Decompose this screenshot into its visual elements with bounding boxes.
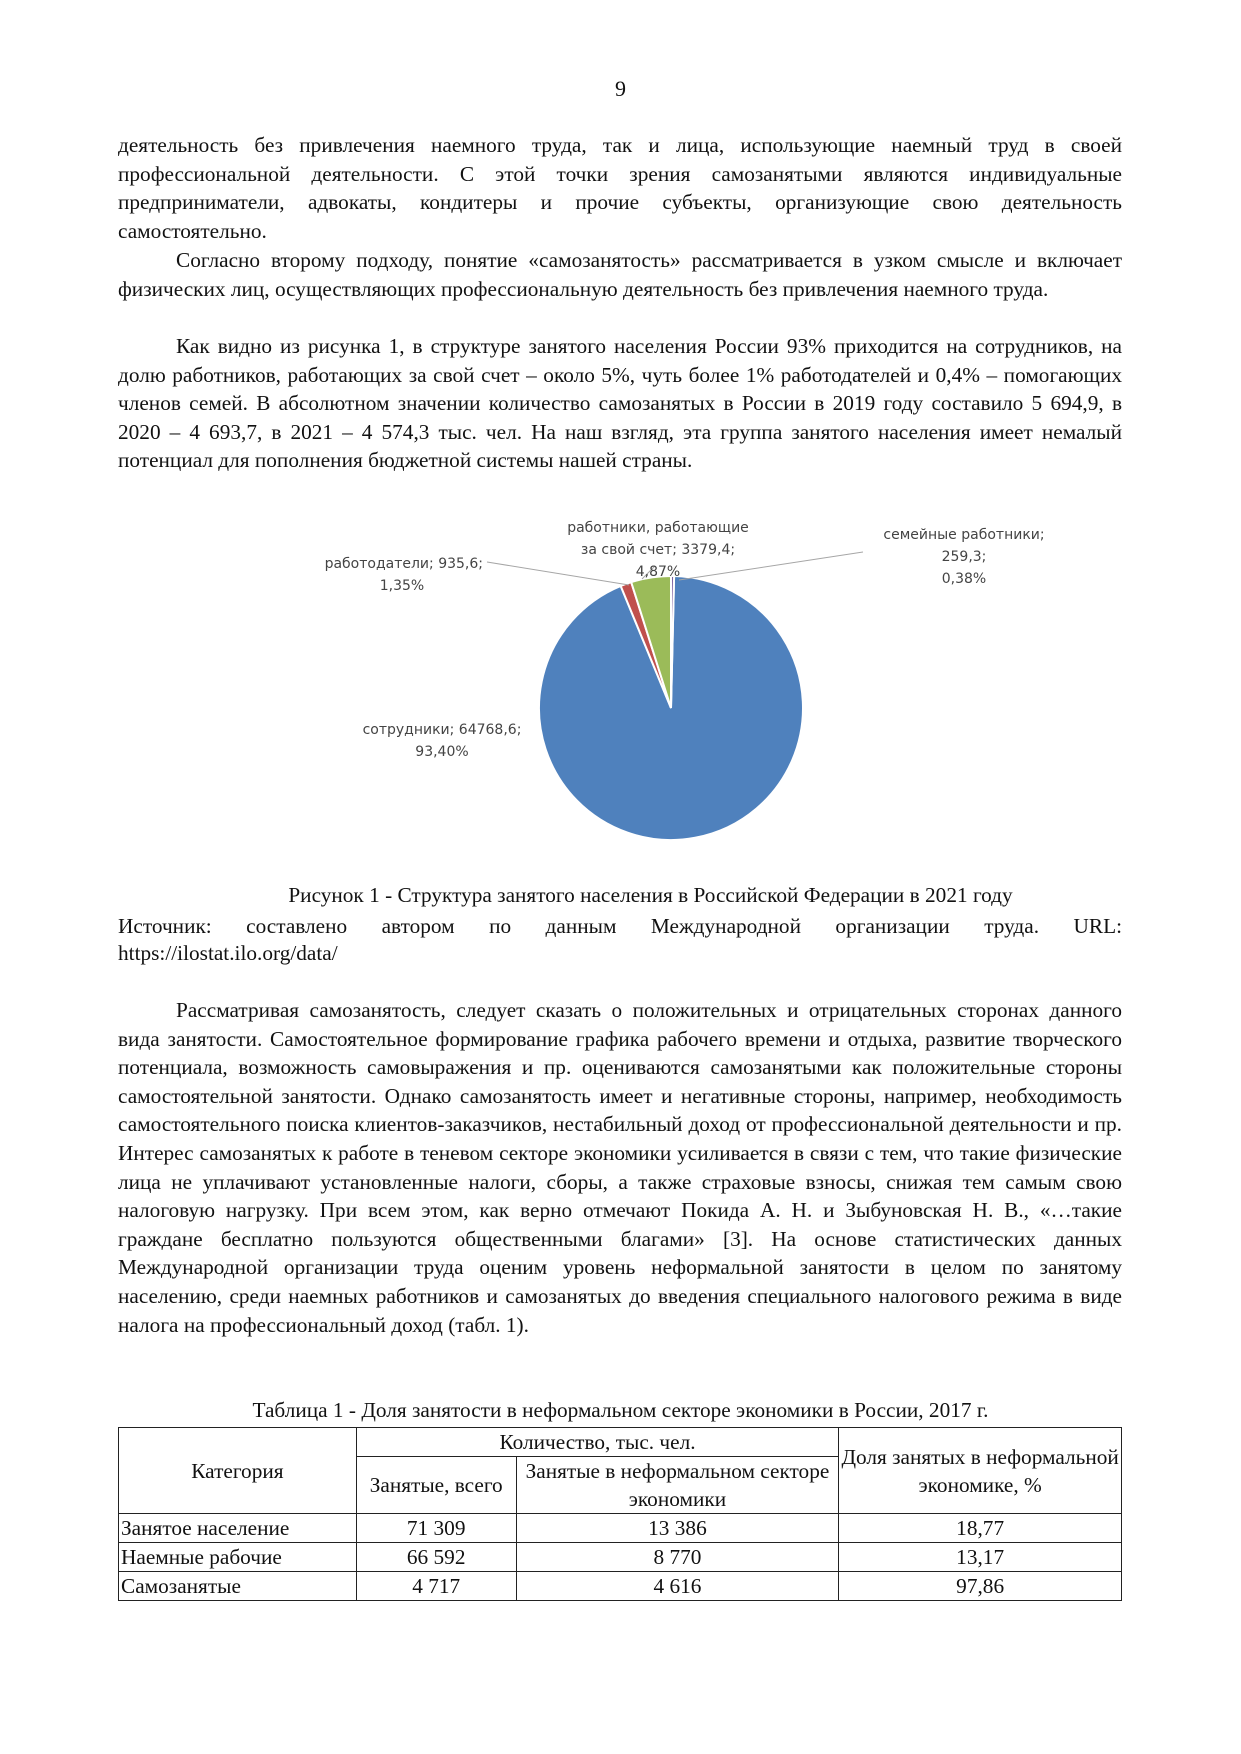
table-row — [119, 1572, 1122, 1601]
label-employees-line2: 93,40% — [415, 744, 469, 760]
table-row — [119, 1514, 1122, 1543]
paragraph-2: Согласно второму подходу, понятие «самозанятость» рассматривается в узком смысле и включает физических лиц, осуществляющих профессиональную деятельность без привлечения наемного труда. — [118, 248, 1122, 301]
cell-category: Самозанятые — [119, 1572, 357, 1601]
cell-informal: 8 770 — [516, 1543, 839, 1572]
figure-source-url: https://ilostat.ilo.org/data/ — [118, 941, 338, 965]
cell-total: 66 592 — [356, 1543, 516, 1572]
label-employees-line1: сотрудники; 64768,6; — [362, 722, 522, 738]
header-quantity: Количество, тыс. чел. — [356, 1428, 838, 1457]
label-family-line2: 259,3; — [941, 549, 987, 565]
table-header-row-1 — [119, 1428, 1122, 1457]
label-family-line1: семейные работники; — [883, 527, 1045, 543]
informal-employment-table — [118, 1427, 1122, 1601]
paragraph-4: Рассматривая самозанятость, следует сказать о положительных и отрицательных сторонах данного вида занятости. Самостоятельное формирование графика рабочего времени и отдыха, развитие творческого потенциала, возможность самовыражения и пр. оцениваются самозанятыми как положительные стороны самостоятельной занятости. Однако самозанятость имеет и негативные стороны, например, необходимость самостоятельного поиска клиентов-заказчиков, нестабильный доход от профессиональной деятельности и пр. Интерес самозанятых к работе в теневом секторе экономики усиливается в связи с тем, что такие физические лица не уплачивают установленные налоги, сборы, а также страховые взносы, снижая тем самым свою налоговую нагрузку. При всем этом, как верно отмечают Покида А. Н. и Зыбуновская Н. В., «…такие граждане бесплатно пользуются общественными благами» [3]. На основе статистических данных Международной организации труда оценим уровень неформальной занятости в целом по занятому населению, среди наемных работников и самозанятых до введения специального налогового режима в виде налога на профессиональный доход (табл. 1). — [118, 998, 1122, 1337]
header-employed-informal: Занятые в неформальном секторе экономики — [516, 1457, 839, 1514]
table-title: Таблица 1 - Доля занятости в неформальном секторе экономики в России, 2017 г. — [252, 1398, 989, 1422]
label-employers-line2: 1,35% — [379, 578, 425, 594]
cell-category: Занятое население — [119, 1514, 357, 1543]
cell-total: 4 717 — [356, 1572, 516, 1601]
label-employers-line1: работодатели; 935,6; — [324, 556, 483, 572]
leader-line-employers — [487, 562, 629, 585]
cell-informal: 4 616 — [516, 1572, 839, 1601]
page-number: 9 — [615, 76, 626, 101]
label-own-account-line3: 4,87% — [635, 564, 681, 580]
table-row — [119, 1543, 1122, 1572]
header-share: Доля занятых в неформальной экономике, % — [839, 1428, 1122, 1514]
pie-chart — [0, 515, 1241, 860]
cell-category: Наемные рабочие — [119, 1543, 357, 1572]
figure-source: Источник: составлено автором по данным Международной организации труда. URL: — [118, 914, 1122, 938]
cell-share: 97,86 — [839, 1572, 1122, 1601]
label-family-line3: 0,38% — [941, 571, 987, 587]
cell-total: 71 309 — [356, 1514, 516, 1543]
cell-informal: 13 386 — [516, 1514, 839, 1543]
paragraph-1: деятельность без привлечения наемного труда, так и лица, использующие наемный труд в своей профессиональной деятельности. С этой точки зрения самозанятыми являются индивидуальные предприниматели, адвокаты, кондитеры и прочие субъекты, организующие свою деятельность самостоятельно. — [118, 133, 1122, 243]
cell-share: 18,77 — [839, 1514, 1122, 1543]
header-category: Категория — [119, 1428, 357, 1514]
paragraph-3: Как видно из рисунка 1, в структуре занятого населения России 93% приходится на сотрудников, на долю работников, работающих за свой счет – около 5%, чуть более 1% работодателей и 0,4% – помогающих членов семей. В абсолютном значении количество самозанятых в России в 2019 году составило 5 694,9, в 2020 – 4 693,7, в 2021 – 4 574,3 тыс. чел. На наш взгляд, эта группа занятого населения имеет немалый потенциал для пополнения бюджетной системы нашей страны. — [118, 334, 1122, 473]
cell-share: 13,17 — [839, 1543, 1122, 1572]
label-own-account-line1: работники, работающие — [567, 520, 749, 536]
header-employed-total: Занятые, всего — [356, 1457, 516, 1514]
figure-caption: Рисунок 1 - Структура занятого населения в Российской Федерации в 2021 году — [288, 883, 1013, 907]
label-own-account-line2: за свой счет; 3379,4; — [580, 542, 736, 558]
